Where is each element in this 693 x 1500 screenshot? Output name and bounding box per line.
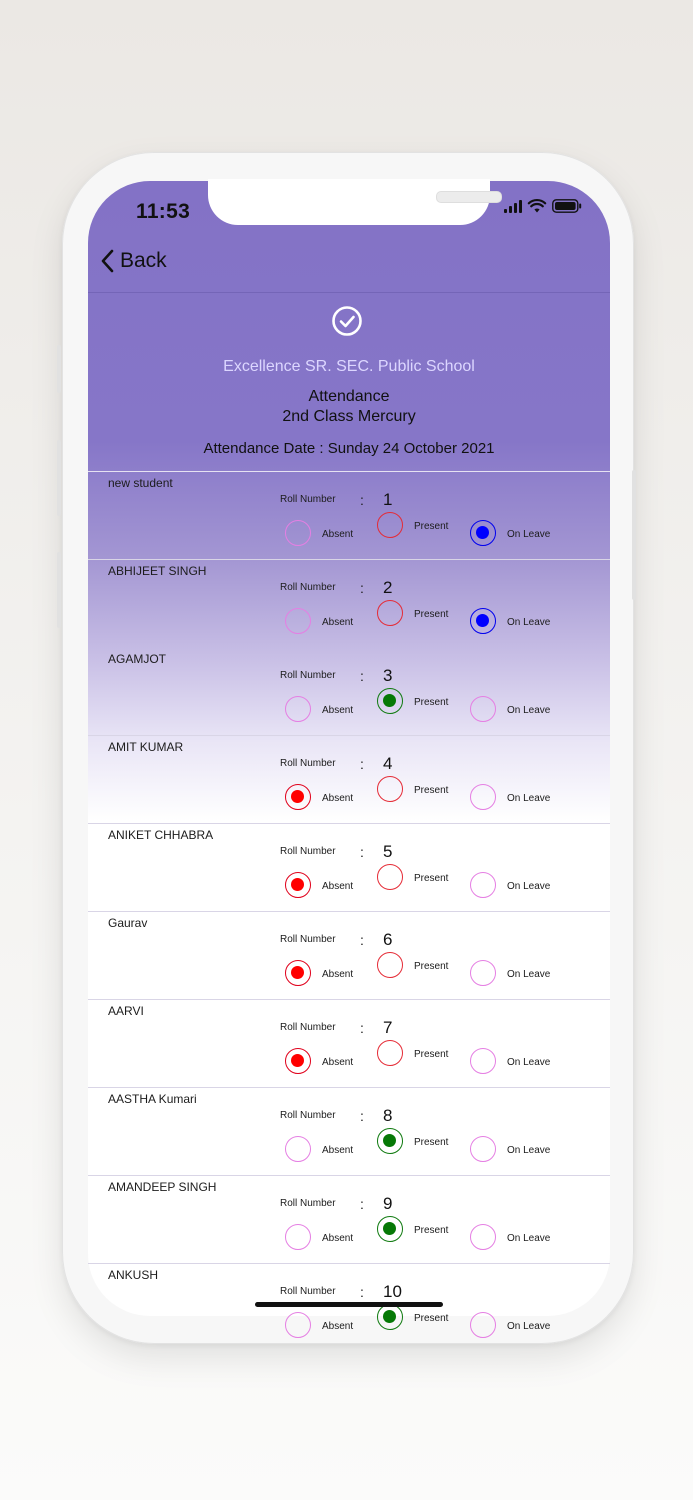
absent-label: Absent (322, 793, 354, 804)
student-name: AMANDEEP SINGH (108, 1180, 217, 1194)
student-row (88, 736, 610, 824)
roll-number-colon: : (360, 492, 364, 508)
roll-number-colon: : (360, 1020, 364, 1036)
absent-radio[interactable] (285, 696, 311, 722)
absent-radio[interactable] (285, 520, 311, 546)
wifi-icon (528, 200, 546, 213)
present-radio[interactable] (377, 952, 403, 978)
status-icons (504, 199, 582, 213)
roll-number-label: Roll Number (280, 846, 336, 857)
phone-power-button (632, 470, 636, 600)
student-row (88, 824, 610, 912)
absent-label: Absent (322, 705, 354, 716)
radio-dot (291, 790, 304, 803)
on-leave-label: On Leave (507, 1057, 551, 1068)
attendance-heading (88, 387, 610, 427)
roll-number-label: Roll Number (280, 1198, 336, 1209)
student-name: AARVI (108, 1004, 144, 1018)
on-leave-radio[interactable] (470, 1136, 496, 1162)
on-leave-radio[interactable] (470, 696, 496, 722)
on-leave-label: On Leave (507, 705, 551, 716)
student-name: Gaurav (108, 916, 148, 930)
absent-label: Absent (322, 1233, 354, 1244)
present-label: Present (414, 1137, 449, 1148)
present-label: Present (414, 1225, 449, 1236)
on-leave-radio[interactable] (470, 520, 496, 546)
on-leave-label: On Leave (507, 793, 551, 804)
signal-icon (504, 200, 522, 213)
roll-number-label: Roll Number (280, 1022, 336, 1033)
absent-radio[interactable] (285, 1312, 311, 1338)
present-label: Present (414, 873, 449, 884)
roll-number-label: Roll Number (280, 758, 336, 769)
on-leave-label: On Leave (507, 529, 551, 540)
student-row (88, 1000, 610, 1088)
notch (208, 179, 490, 225)
on-leave-radio[interactable] (470, 872, 496, 898)
absent-radio[interactable] (285, 872, 311, 898)
radio-dot (383, 694, 396, 707)
absent-label: Absent (322, 1321, 354, 1332)
nav-divider (88, 292, 610, 293)
student-row (88, 1264, 610, 1352)
on-leave-radio[interactable] (470, 1224, 496, 1250)
roll-number-colon: : (360, 1284, 364, 1300)
absent-radio[interactable] (285, 1136, 311, 1162)
roll-number-label: Roll Number (280, 670, 336, 681)
student-row (88, 912, 610, 1000)
on-leave-label: On Leave (507, 969, 551, 980)
present-radio[interactable] (377, 600, 403, 626)
app-screen (88, 181, 610, 1332)
roll-number-colon: : (360, 932, 364, 948)
absent-label: Absent (322, 617, 354, 628)
student-row (88, 1176, 610, 1264)
roll-number-colon: : (360, 844, 364, 860)
roll-number-value: 6 (383, 930, 393, 949)
roll-number-colon: : (360, 756, 364, 772)
student-name: ANKUSH (108, 1268, 159, 1282)
student-row (88, 1088, 610, 1176)
roll-number-label: Roll Number (280, 1286, 336, 1297)
present-label: Present (414, 1049, 449, 1060)
present-label: Present (414, 1313, 449, 1324)
student-name: AMIT KUMAR (108, 740, 184, 754)
on-leave-label: On Leave (507, 881, 551, 892)
present-label: Present (414, 785, 449, 796)
absent-label: Absent (322, 1057, 354, 1068)
phone-side-button (57, 345, 61, 393)
battery-icon (552, 199, 582, 213)
present-label: Present (414, 961, 449, 972)
school-name: Excellence SR. SEC. Public School (223, 358, 475, 375)
on-leave-radio[interactable] (470, 960, 496, 986)
attendance-date: Attendance Date : Sunday 24 October 2021 (203, 440, 495, 457)
roll-number-value: 4 (383, 754, 393, 773)
roll-number-value: 3 (383, 666, 393, 685)
roll-number-colon: : (360, 1108, 364, 1124)
present-label: Present (414, 697, 449, 708)
chevron-left-icon (100, 249, 114, 273)
absent-radio[interactable] (285, 784, 311, 810)
student-list (88, 472, 610, 1352)
back-label: Back (120, 249, 167, 272)
phone-volume-up-button (57, 440, 61, 516)
present-radio[interactable] (377, 864, 403, 890)
absent-label: Absent (322, 1145, 354, 1156)
radio-dot (476, 526, 489, 539)
on-leave-radio[interactable] (470, 608, 496, 634)
phone-volume-down-button (57, 552, 61, 628)
home-indicator[interactable] (255, 1302, 443, 1307)
roll-number-colon: : (360, 580, 364, 596)
absent-label: Absent (322, 529, 354, 540)
radio-dot (291, 966, 304, 979)
present-label: Present (414, 521, 449, 532)
roll-number-value: 10 (383, 1282, 402, 1301)
speaker-grille (436, 191, 502, 203)
present-radio[interactable] (377, 1040, 403, 1066)
student-row (88, 648, 610, 736)
roll-number-label: Roll Number (280, 934, 336, 945)
absent-radio[interactable] (285, 608, 311, 634)
student-name: new student (108, 476, 173, 490)
absent-radio[interactable] (285, 1048, 311, 1074)
present-label: Present (414, 609, 449, 620)
absent-label: Absent (322, 969, 354, 980)
present-radio[interactable] (377, 1304, 403, 1330)
roll-number-label: Roll Number (280, 494, 336, 505)
present-radio[interactable] (377, 1128, 403, 1154)
roll-number-value: 9 (383, 1194, 393, 1213)
student-name: AASTHA Kumari (108, 1092, 197, 1106)
student-row (88, 472, 610, 560)
class-name: 2nd Class Mercury (282, 408, 416, 425)
absent-radio[interactable] (285, 960, 311, 986)
radio-dot (291, 1054, 304, 1067)
absent-label: Absent (322, 881, 354, 892)
roll-number-value: 1 (383, 490, 393, 509)
radio-dot (383, 1310, 396, 1323)
on-leave-radio[interactable] (470, 1048, 496, 1074)
radio-dot (476, 614, 489, 627)
student-name: ANIKET CHHABRA (108, 828, 214, 842)
student-row (88, 560, 610, 648)
radio-dot (291, 878, 304, 891)
present-radio[interactable] (377, 776, 403, 802)
radio-dot (383, 1134, 396, 1147)
roll-number-label: Roll Number (280, 582, 336, 593)
roll-number-value: 5 (383, 842, 393, 861)
back-button[interactable] (100, 249, 167, 273)
student-name: AGAMJOT (108, 652, 167, 666)
attendance-title: Attendance (308, 388, 390, 405)
on-leave-radio[interactable] (470, 784, 496, 810)
present-radio[interactable] (377, 512, 403, 538)
roll-number-colon: : (360, 668, 364, 684)
on-leave-label: On Leave (507, 617, 551, 628)
roll-number-value: 2 (383, 578, 393, 597)
status-time: 11:53 (136, 200, 191, 223)
on-leave-radio[interactable] (470, 1312, 496, 1338)
on-leave-label: On Leave (507, 1233, 551, 1244)
present-radio[interactable] (377, 1216, 403, 1242)
radio-dot (383, 1222, 396, 1235)
present-radio[interactable] (377, 688, 403, 714)
roll-number-label: Roll Number (280, 1110, 336, 1121)
student-name: ABHIJEET SINGH (108, 564, 207, 578)
roll-number-value: 8 (383, 1106, 393, 1125)
absent-radio[interactable] (285, 1224, 311, 1250)
roll-number-colon: : (360, 1196, 364, 1212)
on-leave-label: On Leave (507, 1321, 551, 1332)
roll-number-value: 7 (383, 1018, 393, 1037)
check-circle-icon[interactable] (331, 305, 363, 337)
on-leave-label: On Leave (507, 1145, 551, 1156)
